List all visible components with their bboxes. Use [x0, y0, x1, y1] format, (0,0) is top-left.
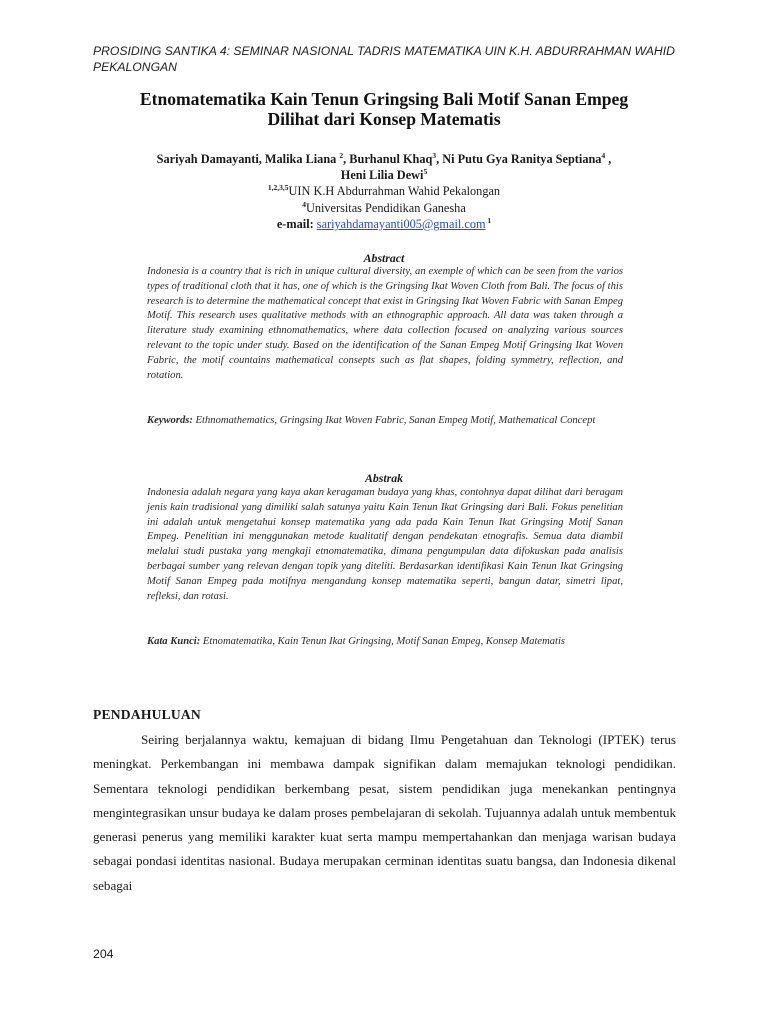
section-heading-pendahuluan: PENDAHULUAN — [93, 707, 201, 722]
author-4-tail: , — [605, 152, 612, 166]
author-5-superscript: 5 — [423, 167, 428, 176]
affiliation-1-superscript: 1,2,3,5 — [267, 183, 289, 192]
abstrak-body: Indonesia adalah negara yang kaya akan keragaman budaya yang khas, contohnya dapat dilihat dari beragam jenis kain tradisional yang dimiliki salah satunya yaitu Kain Tenun Ikat Gringsing dari Bali. Fokus penelitian ini adalah untuk mengetahui konsep matematika yang ada pada Kain Tenun Ikat Gringsing Motif Sanan Empeg. Penelitian ini menggunakan metode kualitatif dengan pendekatan etnografis. Semua data diambil melalui studi pustaka yang mengkaji etnomatematika, dimana pengumpulan data difokuskan pada analisis berbagai sumber yang relevan dengan topik yang diteliti. Berdasarkan identifikasi Kain Tenun Ikat Gringsing Motif Sanan Empeg pada motifnya mengandung konsep matematika seperti, bangun datar, simetri lipat, refleksi, dan rotasi. — [147, 487, 623, 602]
kata-kunci-label: Kata Kunci: — [147, 636, 201, 647]
paper-title-line-2: Dilihat dari Konsep Matematis — [267, 109, 501, 129]
author-line-1 — [80, 151, 688, 167]
abstrak-heading: Abstrak — [364, 471, 404, 485]
kata-kunci — [147, 635, 623, 650]
author-4: , Ni Putu Gya Ranitya Septiana — [436, 152, 602, 166]
author-2-superscript: 2 — [339, 151, 344, 160]
email-line — [80, 216, 688, 232]
introduction-paragraph: Seiring berjalannya waktu, kemajuan di bidang Ilmu Pengetahuan dan Teknologi (IPTEK) terus meningkat. Perkembangan ini membawa dampak signifikan dalam memajukan teknologi pendidikan. Sementara teknologi pendidikan berkembang pesat, sistem pendidikan juga menekankan pentingnya mengintegrasikan unsur budaya ke dalam proses pembelajaran di sekolah. Tujuannya adalah untuk membentuk generasi penerus yang memiliki karakter kuat serta mampu mempertahankan dan menjaga warisan budaya sebagai pondasi identitas nasional. Budaya merupakan cerminan identitas suatu bangsa, dan Indonesia dikenal sebagai — [93, 732, 676, 893]
author-line-2 — [80, 167, 688, 183]
keywords-label: Keywords: — [147, 415, 193, 426]
abstract-body: Indonesia is a country that is rich in unique cultural diversity, an exemple of which can be seen from the varios types of traditional cloth that it has, one of which is the Gringsing Ikat Woven Cloth from Bali. The focus of this research is to determine the mathematical concept that exist in Gringsing Ikat Woven Fabric with Sanan Empeg Motif. This research uses qualitative methods with an ethnographic approach. All data was taken through a literature study examining ethnomathematics, where data collection focused on analyzing various sources relevant to the topic under study. Based on the identification of the Sanan Empeg Motif Gringsing Ikat Woven Fabric, the motif countains mathematical consepts such as flat shapes, folding symmetry, reflection, and rotation. — [147, 266, 623, 381]
affiliation-2-text: Universitas Pendidikan Ganesha — [305, 201, 466, 215]
paper-title-line-1: Etnomatematika Kain Tenun Gringsing Bali Motif Sanan Empeg — [139, 89, 629, 109]
affiliation-1-text: UIN K.H Abdurrahman Wahid Pekalongan — [288, 184, 501, 198]
keywords — [147, 414, 623, 429]
paper-title — [80, 89, 688, 129]
author-1-2: Sariyah Damayanti, Malika Liana — [156, 152, 340, 166]
kata-kunci-text: Etnomatematika, Kain Tenun Ikat Gringsing, Motif Sanan Empeg, Konsep Matematis — [200, 636, 566, 647]
author-3: , Burhanul Khaq — [343, 152, 433, 166]
email-label: e-mail: — [276, 217, 317, 231]
page-number: 204 — [93, 947, 114, 961]
keywords-text: Ethnomathematics, Gringsing Ikat Woven Fabric, Sanan Empeg Motif, Mathematical Concept — [192, 415, 596, 426]
email-link[interactable]: sariyahdamayanti005@gmail.com — [316, 217, 486, 231]
affiliation-2 — [80, 200, 688, 216]
affiliation-1 — [80, 183, 688, 199]
email-superscript: 1 — [485, 216, 492, 225]
author-5: Heni Lilia Dewi — [340, 168, 424, 182]
running-head: PROSIDING SANTIKA 4: SEMINAR NASIONAL TADRIS MATEMATIKA UIN K.H. ABDURRAHMAN WAHID PEKALONGAN — [93, 44, 675, 74]
author-4-superscript: 4 — [601, 151, 606, 160]
author-list — [80, 151, 688, 183]
affiliation-2-superscript: 4 — [302, 200, 306, 209]
author-3-superscript: 3 — [432, 151, 437, 160]
abstract-heading: Abstract — [363, 251, 405, 265]
